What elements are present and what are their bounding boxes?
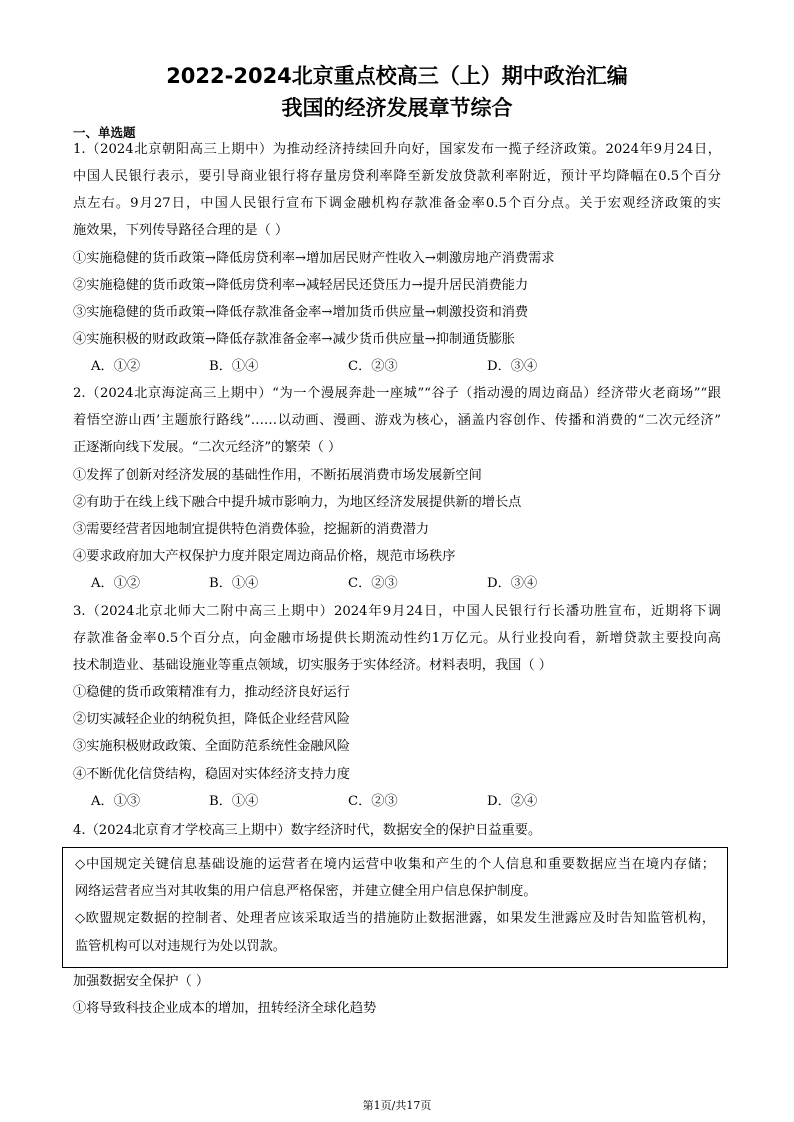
q3-stem-line: 3.（2024北京北师大二附中高三上期中）2024年9月24日，中国人民银行行长潘功胜宣布，近期将下调 [73, 604, 721, 619]
q2-statement: ②有助于在线上线下融合中提升城市影响力，为地区经济发展提供新的增长点 [73, 495, 522, 510]
option-b[interactable]: B．①④ [209, 576, 259, 591]
material-line: ◇欧盟规定数据的控制者、处理者应该采取适当的措施防止数据泄露，如果发生泄露应及时告知监管机构， [75, 911, 715, 926]
q3-stem-line: 存款准备金率0.5个百分点，向金融市场提供长期流动性约1万亿元。从行业投向看，新增贷款主要投向高 [73, 631, 721, 646]
q1-stem-line: 施效果，下列传导路径合理的是（ ） [73, 223, 289, 238]
q4-stem: 加强数据安全保护（ ） [73, 974, 210, 989]
q2-stem-line: 着悟空游山西’主题旅行路线”……以动画、漫画、游戏为核心，涵盖内容创作、传播和消费的“二次元经济” [73, 413, 721, 428]
q1-stem-line: 1.（2024北京朝阳高三上期中）为推动经济持续回升向好，国家发布一揽子经济政策。2024年9月24日， [73, 142, 721, 157]
option-a[interactable]: A．①② [91, 359, 141, 374]
q2-statement: ④要求政府加大产权保护力度并限定周边商品价格，规范市场秩序 [73, 549, 456, 564]
material-line: 监管机构可以对违规行为处以罚款。 [75, 939, 286, 954]
page-number: 第1页/共17页 [362, 1099, 432, 1112]
q1-statement: ②实施稳健的货币政策→降低房贷利率→减轻居民还贷压力→提升居民消费能力 [73, 278, 529, 293]
q2-statement: ③需要经营者因地制宜提供特色消费体验，挖掘新的消费潜力 [73, 522, 430, 537]
q1-statement: ①实施稳健的货币政策→降低房贷利率→增加居民财产性收入→刺激房地产消费需求 [73, 251, 555, 266]
q2-stem-line: 正逐渐向线下发展。“二次元经济”的繁荣（ ） [73, 440, 342, 455]
option-c[interactable]: C．②③ [348, 576, 398, 591]
option-d[interactable]: D．②④ [487, 794, 538, 809]
q4-stem-line: 4.（2024北京育才学校高三上期中）数字经济时代，数据安全的保护日益重要。 [73, 823, 542, 838]
section-heading: 一、单选题 [73, 125, 136, 140]
q3-statement: ④不断优化信贷结构，稳固对实体经济支持力度 [73, 767, 350, 782]
q4-statement: ①将导致科技企业成本的增加，扭转经济全球化趋势 [73, 1001, 377, 1016]
q1-statement: ③实施稳健的货币政策→降低存款准备金率→增加货币供应量→刺激投资和消费 [73, 305, 529, 320]
option-c[interactable]: C．②③ [348, 359, 398, 374]
page-subtitle: 我国的经济发展章节综合 [281, 96, 513, 120]
option-b[interactable]: B．①④ [209, 794, 259, 809]
option-a[interactable]: A．①③ [91, 794, 141, 809]
page-title: 2022-2024北京重点校高三（上）期中政治汇编 [166, 64, 628, 88]
option-d[interactable]: D．③④ [487, 576, 538, 591]
q3-statement: ③实施积极财政政策、全面防范系统性金融风险 [73, 739, 350, 754]
option-a[interactable]: A．①② [91, 576, 141, 591]
q1-stem-line: 点左右。9月27日，中国人民银行宣布下调金融机构存款准备金率0.5个百分点。关于宏观经济政策的实 [73, 196, 721, 211]
q2-statement: ①发挥了创新对经济发展的基础性作用，不断拓展消费市场发展新空间 [73, 468, 482, 483]
option-b[interactable]: B．①④ [209, 359, 259, 374]
material-line: 网络运营者应当对其收集的用户信息严格保密，并建立健全用户信息保护制度。 [75, 884, 537, 899]
q2-stem-line: 2.（2024北京海淀高三上期中）“为一个漫展奔赴一座城”“谷子（指动漫的周边商品）经济带火老商场”“跟 [73, 386, 721, 401]
q3-statement: ①稳健的货币政策精准有力，推动经济良好运行 [73, 685, 350, 700]
option-c[interactable]: C．②③ [348, 794, 398, 809]
q3-statement: ②切实减轻企业的纳税负担，降低企业经营风险 [73, 712, 350, 727]
q1-statement: ④实施积极的财政政策→降低存款准备金率→减少货币供应量→抑制通货膨胀 [73, 332, 515, 347]
option-d[interactable]: D．③④ [487, 359, 538, 374]
material-box [62, 847, 728, 968]
q1-stem-line: 中国人民银行表示，要引导商业银行将存量房贷利率降至新发放贷款利率附近，预计平均降幅在0.5个百分 [73, 169, 721, 184]
material-line: ◇中国规定关键信息基础设施的运营者在境内运营中收集和产生的个人信息和重要数据应当在境内存储； [75, 857, 715, 872]
q3-stem-line: 技术制造业、基础设施业等重点领域，切实服务于实体经济。材料表明，我国（ ） [73, 658, 552, 673]
